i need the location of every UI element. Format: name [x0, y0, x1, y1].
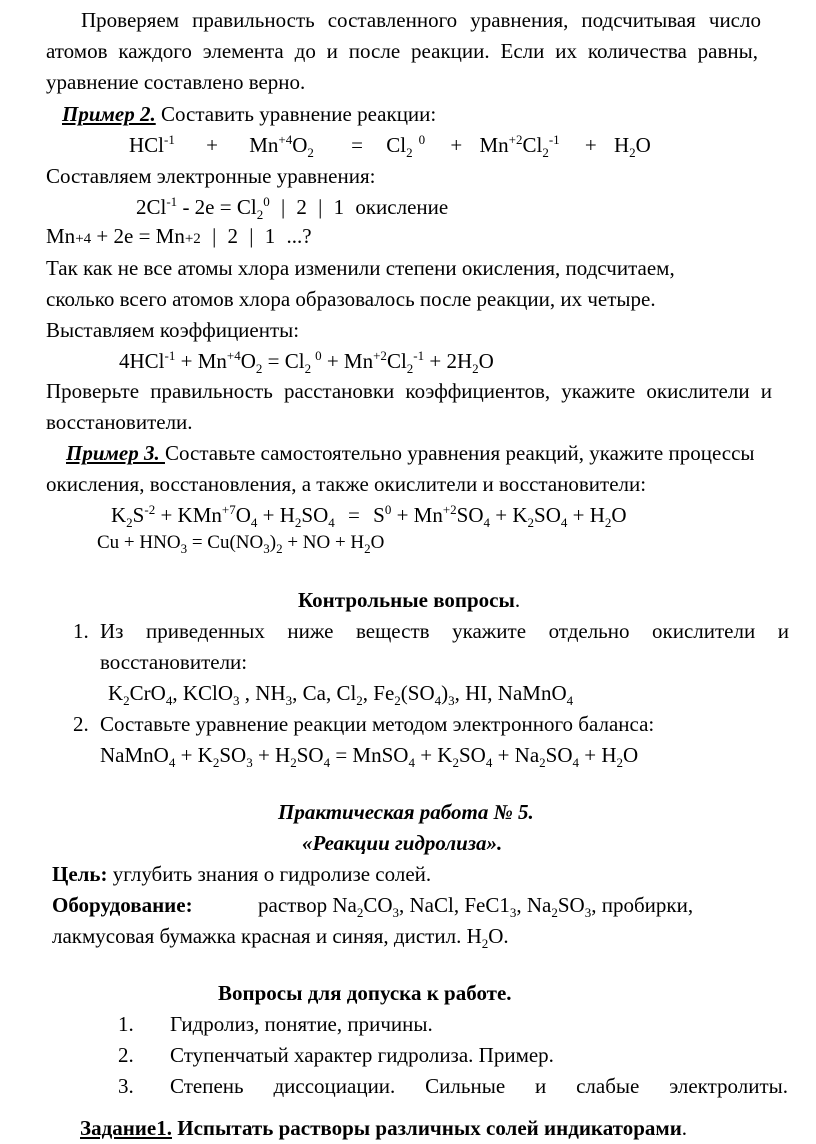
eq-oxidation: +2 — [373, 348, 387, 363]
paragraph-line: Так как не все атомы хлора изменили степени окисления, подсчитаем, — [46, 256, 675, 280]
eq-oxidation: -2 — [144, 502, 156, 517]
check-line-1: Проверьте правильность расстановки коэффициентов, укажите окислители и — [46, 379, 772, 403]
eq-subscript: 2 — [212, 755, 220, 770]
example2-equation — [129, 132, 651, 160]
eq-term: + K — [175, 743, 213, 767]
eq-oxidation: +2 — [184, 231, 201, 247]
eq-term: O — [240, 349, 256, 373]
eq-term: O — [292, 133, 308, 157]
eq-oxidation: -1 — [164, 348, 176, 363]
coefficients-label: Выставляем коэффициенты: — [46, 318, 300, 342]
eq-subscript: 2 — [406, 145, 413, 160]
eq-term: SO — [456, 503, 484, 527]
eq-oxidation: -1 — [166, 194, 178, 209]
eq-term: K — [111, 503, 127, 527]
eq-term: 2Cl — [136, 195, 167, 219]
eq-term: + H — [257, 503, 295, 527]
eq-subscript: 4 — [434, 693, 442, 708]
eq-subscript: 3 — [509, 905, 517, 920]
eq-term: + H — [567, 503, 605, 527]
admission-item: Гидролиз, понятие, причины. — [170, 1012, 433, 1036]
eq-term: 4HCl — [119, 349, 165, 373]
eq-term: , KClO — [172, 681, 234, 705]
eq-subscript: 2 — [629, 145, 636, 160]
eq-oxidation: 0 — [384, 502, 392, 517]
example3-equation-2 — [97, 532, 385, 556]
eq-oxidation: +7 — [221, 502, 236, 517]
eq-oxidation: +4 — [226, 348, 241, 363]
eq-subscript: 4 — [408, 755, 415, 770]
eq-subscript: 2 — [255, 361, 263, 376]
control-title-dot: . — [514, 588, 521, 612]
eq-subscript: 2 — [364, 541, 371, 556]
coefficients-equation — [119, 348, 494, 376]
eq-subscript: 4 — [323, 755, 331, 770]
question-number: 2. — [73, 712, 89, 736]
eq-subscript: 3 — [584, 905, 592, 920]
example3-line-2: окисления, восстановления, а также окислители и восстановители: — [46, 472, 647, 496]
eq-term: ) — [269, 532, 277, 553]
eq-subscript: 3 — [246, 755, 253, 770]
eq-subscript: 4 — [168, 755, 176, 770]
eq-term: + 2H — [424, 349, 473, 373]
eq-term: + Mn — [321, 349, 374, 373]
eq-subscript: 2 — [604, 515, 612, 530]
eq-term: раствор Na — [258, 893, 357, 917]
eq-term: Mn — [249, 133, 279, 157]
eq-subscript: 2 — [452, 755, 459, 770]
question-1-line-1: Из приведенных ниже веществ укажите отдельно окислители и — [100, 619, 789, 643]
equipment-list — [258, 893, 788, 920]
example2-label: Пример 2. — [62, 102, 156, 126]
eq-term: = Cu(NO — [187, 532, 264, 553]
eq-term: , Ca, Cl — [292, 681, 357, 705]
eq-subscript: 4 — [560, 515, 568, 530]
example2-text: Составить уравнение реакции: — [155, 102, 437, 126]
eq-term: | 2 | 1 ...? — [200, 224, 312, 248]
eq-subscript: 2 — [276, 541, 283, 556]
eq-subscript: 4 — [328, 515, 335, 530]
eq-term: + H — [579, 743, 617, 767]
eq-term: , NaCl, FeC1 — [399, 893, 510, 917]
eq-term: , NH — [239, 681, 286, 705]
question-number: 1. — [73, 619, 89, 643]
task1-text: Испытать растворы различных солей индикаторами — [171, 1116, 682, 1140]
admission-title: Вопросы для допуска к работе. — [218, 981, 512, 1005]
admission-item: Ступенчатый характер гидролиза. Пример. — [170, 1043, 554, 1067]
control-title-text: Контрольные вопросы — [298, 588, 515, 612]
eq-term: , пробирки, — [591, 893, 694, 917]
eq-term: = S — [334, 503, 385, 527]
eq-term: O — [611, 503, 627, 527]
eq-term: , HI, NaMnO — [454, 681, 567, 705]
intro-line-1: Проверяем правильность составленного уравнения, подсчитывая число — [81, 8, 761, 32]
eq-term: Cl — [522, 133, 543, 157]
admission-num: 3. — [118, 1074, 134, 1098]
practical-title-2: «Реакции гидролиза». — [302, 831, 503, 855]
eq-term: Mn — [479, 133, 509, 157]
eq-term: + K — [490, 503, 528, 527]
goal-label: Цель: — [52, 862, 108, 886]
example3-label: Пример 3. — [66, 441, 165, 465]
eq-term: NaMnO — [100, 743, 169, 767]
admission-num: 1. — [118, 1012, 134, 1036]
question-1-substances — [108, 681, 574, 708]
eq-term: ) — [441, 681, 449, 705]
eq-term: + KMn — [155, 503, 222, 527]
eq-subscript: 2 — [616, 755, 624, 770]
eq-oxidation: +2 — [508, 132, 523, 147]
eq-subscript: 2 — [294, 515, 302, 530]
eq-subscript: 2 — [256, 207, 264, 222]
eq-equals: = — [351, 133, 363, 157]
task1-label: Задание1. — [80, 1116, 172, 1140]
eq-term: SO — [545, 743, 573, 767]
control-title — [298, 590, 520, 611]
eq-term: Mn — [46, 224, 76, 248]
intro-line-3: уравнение составлено верно. — [46, 70, 306, 94]
eq-term: | 2 | 1 окисление — [269, 195, 449, 219]
eq-term: H — [614, 133, 630, 157]
eq-term: + Mn — [391, 503, 443, 527]
eq-oxidation: 0 — [315, 348, 322, 363]
electronic-eq-2 — [46, 226, 312, 247]
eq-term: S — [132, 503, 145, 527]
question-2-equation — [100, 743, 639, 770]
equip-item — [258, 893, 694, 920]
eq-subscript: 2 — [542, 145, 549, 160]
eq-subscript: 4 — [566, 693, 574, 708]
eq-subscript: 4 — [165, 693, 173, 708]
example2-heading — [62, 104, 436, 125]
admission-item: Степень диссоциации. Сильные и слабые электролиты. — [170, 1074, 788, 1098]
admission-num: 2. — [118, 1043, 134, 1067]
electronic-label: Составляем электронные уравнения: — [46, 164, 376, 188]
eq-term: CrO — [129, 681, 166, 705]
eq-term: SO — [219, 743, 247, 767]
intro-line-2: атомов каждого элемента до и после реакции. Если их количества равны, — [46, 39, 758, 63]
equipment-line-2 — [52, 924, 509, 951]
eq-plus: + — [450, 133, 463, 157]
eq-term: , Na — [516, 893, 552, 917]
eq-subscript: 2 — [394, 693, 401, 708]
question-1-line-2: восстановители: — [100, 650, 248, 674]
practical-title-1: Практическая работа № 5. — [278, 800, 534, 824]
eq-term: Cu + HNO — [97, 532, 181, 553]
eq-subscript: 2 — [551, 905, 558, 920]
eq-oxidation: -1 — [548, 132, 560, 147]
eq-term: = MnSO — [330, 743, 409, 767]
eq-subscript: 2 — [123, 693, 130, 708]
eq-subscript: 3 — [448, 693, 455, 708]
goal-text: углубить знания о гидролизе солей. — [107, 862, 432, 886]
eq-oxidation: +4 — [75, 231, 92, 247]
eq-term: CO — [363, 893, 393, 917]
eq-term: + NO + H — [282, 532, 365, 553]
eq-term: O — [478, 349, 494, 373]
eq-term: O — [370, 532, 385, 553]
eq-subscript: 2 — [126, 515, 133, 530]
eq-term: SO — [557, 893, 585, 917]
eq-subscript: 3 — [233, 693, 240, 708]
paragraph-line: сколько всего атомов хлора образовалось после реакции, их четыре. — [46, 287, 656, 311]
eq-subscript: 2 — [539, 755, 546, 770]
eq-subscript: 3 — [392, 905, 400, 920]
eq-subscript: 2 — [307, 145, 314, 160]
equipment-label — [52, 895, 193, 916]
eq-term: SO — [458, 743, 486, 767]
eq-subscript: 4 — [250, 515, 258, 530]
eq-term: лакмусовая бумажка красная и синяя, дистил. H — [52, 924, 482, 948]
eq-oxidation: +2 — [442, 502, 457, 517]
eq-term: O — [623, 743, 639, 767]
eq-subscript: 3 — [285, 693, 293, 708]
eq-term: + Na — [492, 743, 540, 767]
example3-heading — [66, 443, 772, 464]
eq-subscript: 2 — [356, 905, 364, 920]
eq-term: + Mn — [175, 349, 227, 373]
eq-oxidation: 0 — [263, 194, 270, 209]
eq-plus: + — [584, 133, 597, 157]
eq-oxidation: -1 — [413, 348, 425, 363]
eq-term: O — [635, 133, 651, 157]
check-line-2: восстановители. — [46, 410, 193, 434]
task1-dot: . — [681, 1116, 688, 1140]
example3-text: Составьте самостоятельно уравнения реакций, укажите процессы — [164, 441, 755, 465]
eq-subscript: 2 — [356, 693, 363, 708]
eq-term: HCl — [129, 133, 165, 157]
eq-subscript: 2 — [472, 361, 479, 376]
eq-term: K — [108, 681, 124, 705]
example3-equation-1 — [111, 502, 627, 530]
eq-term: SO — [301, 503, 329, 527]
electronic-eq-1 — [136, 194, 449, 222]
eq-term: Cl — [386, 133, 407, 157]
eq-subscript: 2 — [527, 515, 535, 530]
question-2-line-1: Составьте уравнение реакции методом электронного баланса: — [100, 712, 655, 736]
eq-subscript: 4 — [572, 755, 580, 770]
eq-term: SO — [296, 743, 324, 767]
eq-term: , Fe — [362, 681, 395, 705]
eq-term: (SO — [400, 681, 435, 705]
goal-line — [52, 864, 431, 885]
eq-term: = Cl — [262, 349, 305, 373]
eq-subscript: 2 — [290, 755, 297, 770]
eq-term: O. — [488, 924, 509, 948]
eq-term: + H — [252, 743, 291, 767]
eq-subscript: 4 — [483, 515, 491, 530]
eq-subscript: 2 — [304, 361, 312, 376]
equipment-label-text: Оборудование: — [52, 893, 193, 917]
eq-oxidation: 0 — [418, 132, 426, 147]
eq-term: Cl — [386, 349, 407, 373]
eq-subscript: 3 — [180, 541, 188, 556]
eq-oxidation: -1 — [164, 132, 175, 147]
eq-subscript: 3 — [263, 541, 270, 556]
eq-subscript: 4 — [485, 755, 493, 770]
eq-term: + K — [414, 743, 453, 767]
eq-subscript: 2 — [481, 936, 489, 951]
eq-subscript: 2 — [406, 361, 414, 376]
eq-oxidation: +4 — [278, 132, 293, 147]
task1-heading — [80, 1118, 687, 1139]
eq-term: SO — [534, 503, 561, 527]
eq-term: - 2e = Cl — [177, 195, 257, 219]
eq-term: + 2e = Mn — [91, 224, 185, 248]
eq-term: O — [235, 503, 251, 527]
eq-plus: + — [206, 133, 218, 157]
